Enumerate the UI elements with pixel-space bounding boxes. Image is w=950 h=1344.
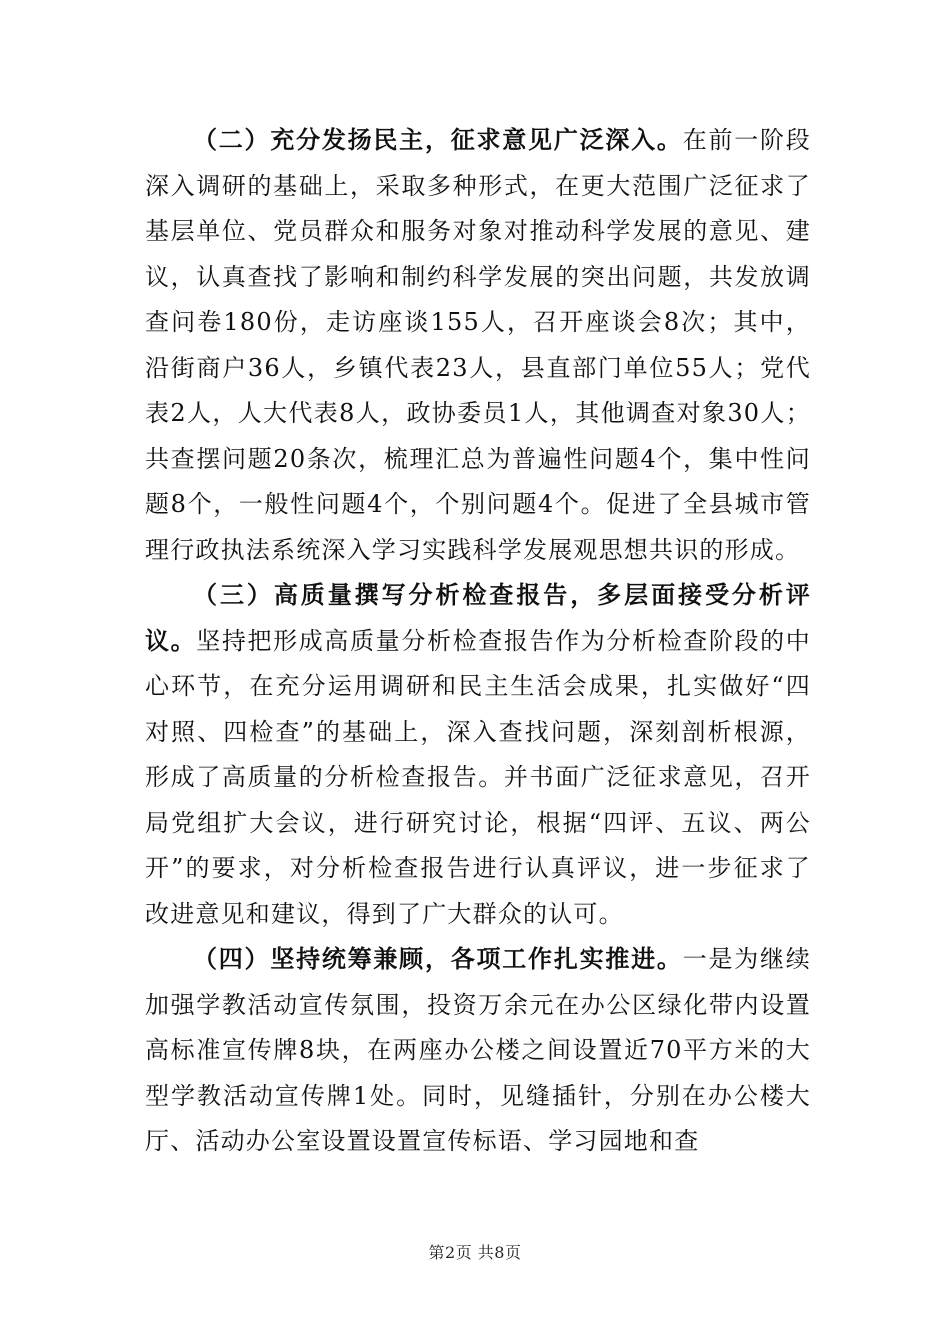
paragraph-heading: （三）高质量撰写分析检查报告，多层面接受分析评议。 (145, 581, 811, 655)
page-number-footer: 第2页 共8页 (428, 1243, 522, 1262)
paragraph-3 (145, 573, 811, 937)
paragraph-2 (145, 118, 811, 573)
paragraph-heading: （二）充分发扬民主，征求意见广泛深入。 (193, 126, 683, 154)
paragraph-heading: （四）坚持统筹兼顾，各项工作扎实推进。 (193, 945, 683, 973)
paragraph-text: 在前一阶段深入调研的基础上，采取多种形式，在更大范围广泛征求了基层单位、党员群众和服务对象对推动科学发展的意见、建议，认真查找了影响和制约科学发展的突出问题，共发放调查问卷180份，走访座谈155人，召开座谈会8次；其中，沿街商户36人，乡镇代表23人，县直部门单位55人；党代表2人，人大代表8人，政协委员1人，其他调查对象30人；共查摆问题20条次，梳理汇总为普遍性问题4个，集中性问题8个，一般性问题4个，个别问题4个。促进了全县城市管理行政执法系统深入学习实践科学发展观思想共识的形成。 (145, 126, 811, 564)
document-body (145, 118, 811, 1165)
paragraph-4 (145, 937, 811, 1165)
paragraph-text: 坚持把形成高质量分析检查报告作为分析检查阶段的中心环节，在充分运用调研和民主生活会成果，扎实做好“四对照、四检查”的基础上，深入查找问题，深刻剖析根源，形成了高质量的分析检查报告。并书面广泛征求意见，召开局党组扩大会议，进行研究讨论，根据“四评、五议、两公开”的要求，对分析检查报告进行认真评议，进一步征求了改进意见和建议，得到了广大群众的认可。 (145, 626, 811, 928)
paragraph-text: 一是为继续加强学教活动宣传氛围，投资万余元在办公区绿化带内设置高标准宣传牌8块，在两座办公楼之间设置近70平方米的大型学教活动宣传牌1处。同时，见缝插针，分别在办公楼大厅、活动办公室设置设置宣传标语、学习园地和查 (145, 945, 811, 1155)
